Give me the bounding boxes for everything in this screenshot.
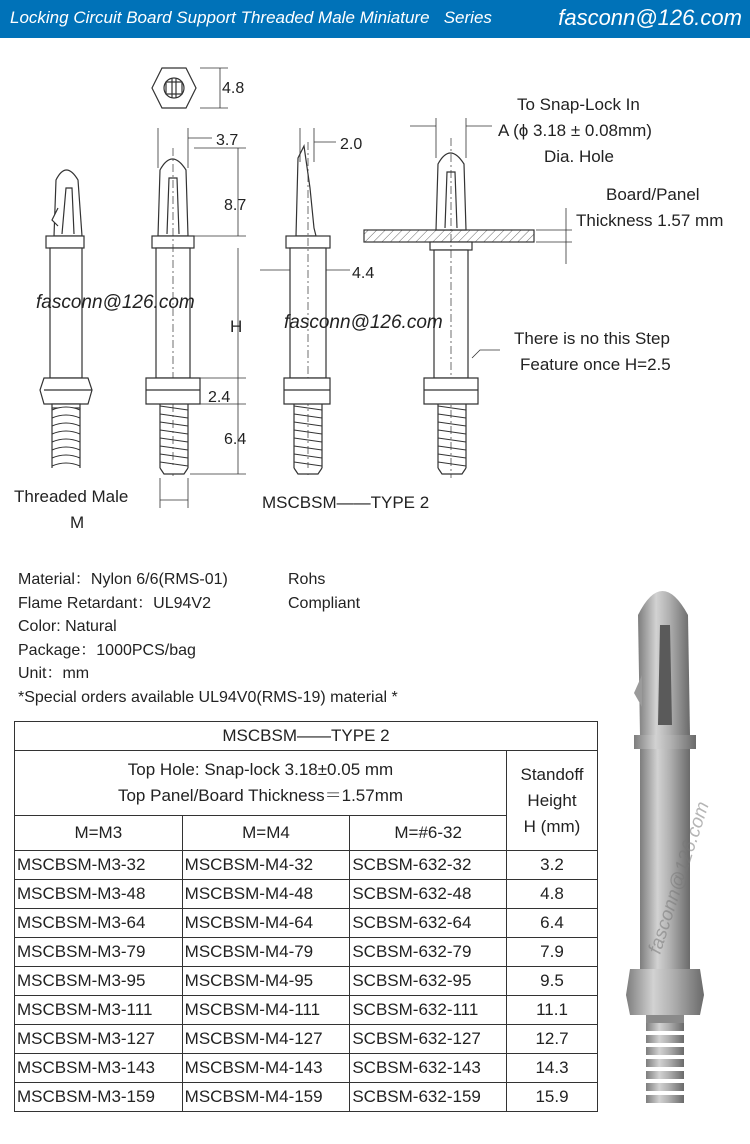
standoff-line-2: Height	[527, 790, 577, 810]
cell-m4: MSCBSM-M4-48	[182, 880, 350, 909]
cell-height: 11.1	[507, 996, 598, 1025]
photo-watermark: fasconn@126.com	[644, 799, 714, 957]
front-view	[146, 148, 200, 478]
cell-m3: MSCBSM-M3-32	[15, 851, 183, 880]
col-header-m4: M=M4	[182, 816, 350, 851]
cell-m3: MSCBSM-M3-159	[15, 1083, 183, 1112]
table-row	[15, 880, 598, 909]
board-line-1: Board/Panel	[606, 185, 700, 204]
dim-top-label: 8.7	[224, 197, 247, 214]
cell-632: SCBSM-632-64	[350, 909, 507, 938]
cell-632: SCBSM-632-32	[350, 851, 507, 880]
col-header-m3: M=M3	[15, 816, 183, 851]
cell-m4: MSCBSM-M4-127	[182, 1025, 350, 1054]
technical-drawing	[0, 38, 750, 568]
cell-632: SCBSM-632-95	[350, 967, 507, 996]
type-label: MSCBSM——TYPE 2	[262, 493, 430, 512]
header-email: fasconn@126.com	[558, 5, 742, 30]
snap-line-1: To Snap-Lock In	[517, 95, 640, 114]
board-line-2: Thickness 1.57 mm	[576, 211, 724, 230]
table-row	[15, 1054, 598, 1083]
cell-m4: MSCBSM-M4-159	[182, 1083, 350, 1112]
table-row	[15, 909, 598, 938]
cell-632: SCBSM-632-48	[350, 880, 507, 909]
product-photo	[600, 575, 750, 1115]
cell-632: SCBSM-632-127	[350, 1025, 507, 1054]
spec-list	[18, 568, 398, 709]
thread-m-label: M	[70, 513, 85, 532]
top-hole-line-1: Top Hole: Snap-lock 3.18±0.05 mm	[127, 760, 394, 779]
color-line: Color: Natural	[18, 618, 117, 635]
table-row	[15, 967, 598, 996]
table-title: MSCBSM——TYPE 2	[15, 722, 598, 751]
table-row	[15, 851, 598, 880]
cell-height: 9.5	[507, 967, 598, 996]
dim-hex-height-label: 2.4	[208, 389, 231, 406]
dim-thread-label: 6.4	[224, 431, 247, 448]
top-hole-line-2: Top Panel/Board Thickness＝1.57mm	[117, 786, 404, 805]
special-order-line: *Special orders available UL94V0(RMS-19) material *	[18, 688, 398, 706]
threaded-male-label: Threaded Male	[14, 487, 129, 506]
cell-m3: MSCBSM-M3-95	[15, 967, 183, 996]
cell-632: SCBSM-632-111	[350, 996, 507, 1025]
unit-line: Unit：mm	[18, 665, 90, 682]
table-row	[15, 996, 598, 1025]
flame-line: Flame Retardant：UL94V2	[18, 594, 211, 612]
snap-line-3: Dia. Hole	[544, 147, 614, 166]
top-view-hex	[152, 68, 228, 108]
cell-632: SCBSM-632-143	[350, 1054, 507, 1083]
side-view	[284, 142, 330, 478]
top-hole-cell	[15, 751, 507, 816]
cell-m4: MSCBSM-M4-79	[182, 938, 350, 967]
dim-side-label: 2.0	[340, 136, 363, 153]
cell-m3: MSCBSM-M3-79	[15, 938, 183, 967]
watermark-center: fasconn@126.com	[284, 312, 443, 333]
cell-height: 12.7	[507, 1025, 598, 1054]
standoff-header	[507, 751, 598, 851]
dim-width-label: 3.7	[216, 132, 239, 149]
cell-m3: MSCBSM-M3-127	[15, 1025, 183, 1054]
col-header-632: M=#6-32	[350, 816, 507, 851]
table-row	[15, 1025, 598, 1054]
cell-m3: MSCBSM-M3-143	[15, 1054, 183, 1083]
cell-height: 14.3	[507, 1054, 598, 1083]
material-line: Material：Nylon 6/6(RMS-01)	[18, 571, 228, 588]
cell-632: SCBSM-632-159	[350, 1083, 507, 1112]
table-row	[15, 1083, 598, 1112]
package-line: Package：1000PCS/bag	[18, 641, 196, 659]
cell-height: 6.4	[507, 909, 598, 938]
cell-m3: MSCBSM-M3-64	[15, 909, 183, 938]
cell-height: 15.9	[507, 1083, 598, 1112]
cell-632: SCBSM-632-79	[350, 938, 507, 967]
standoff-line-3: H (mm)	[523, 816, 581, 836]
cell-m4: MSCBSM-M4-95	[182, 967, 350, 996]
step-line-2: Feature once H=2.5	[520, 355, 671, 374]
perspective-part	[40, 170, 92, 468]
table-body	[15, 851, 598, 1112]
part-number-table	[14, 721, 598, 1112]
rohs-label: Rohs Compliant	[288, 571, 361, 612]
cell-m3: MSCBSM-M3-111	[15, 996, 183, 1025]
step-line-1: There is no this Step	[514, 329, 670, 348]
watermark-left: fasconn@126.com	[36, 292, 195, 313]
snap-line-2: A (ϕ 3.18 ± 0.08mm)	[498, 121, 652, 140]
cell-m4: MSCBSM-M4-32	[182, 851, 350, 880]
dim-hex-label: 4.8	[222, 80, 245, 97]
header-bar	[0, 0, 750, 38]
dim-h-label: H	[230, 317, 243, 336]
cell-height: 3.2	[507, 851, 598, 880]
page-title: Locking Circuit Board Support Threaded Male Miniature Series	[10, 8, 492, 27]
standoff-line-1: Standoff	[520, 764, 584, 784]
cell-height: 7.9	[507, 938, 598, 967]
cell-height: 4.8	[507, 880, 598, 909]
cell-m4: MSCBSM-M4-64	[182, 909, 350, 938]
table-row	[15, 938, 598, 967]
cell-m4: MSCBSM-M4-111	[182, 996, 350, 1025]
cell-m4: MSCBSM-M4-143	[182, 1054, 350, 1083]
installed-view	[364, 138, 534, 478]
cell-m3: MSCBSM-M3-48	[15, 880, 183, 909]
dim-body-label: 4.4	[352, 265, 375, 282]
